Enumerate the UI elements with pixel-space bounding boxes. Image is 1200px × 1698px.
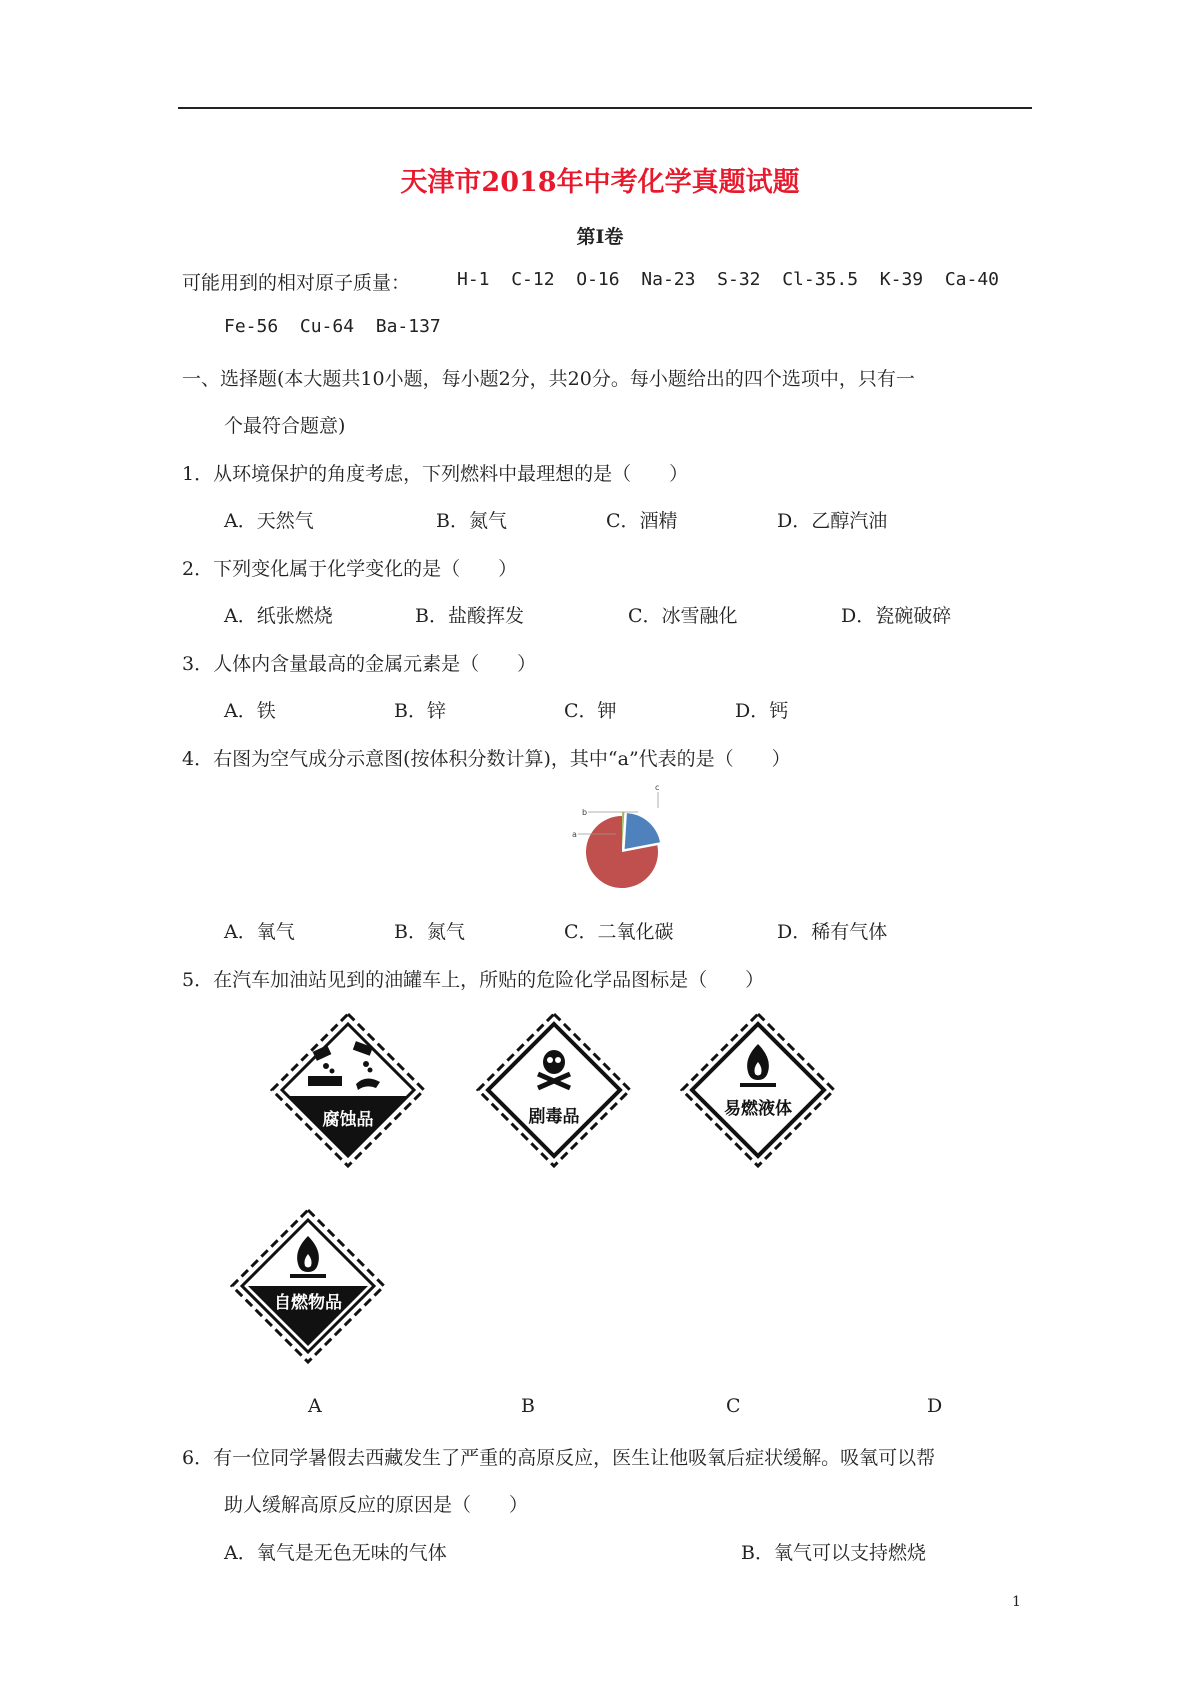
atomic-mass: Fe-56 [224, 316, 279, 337]
volume-heading: 第Ⅰ卷 [576, 226, 624, 248]
q4-option-b[interactable]: B．氮气 [394, 921, 465, 943]
atomic-mass: Na-23 [641, 269, 696, 290]
section-heading-line2: 个最符合题意) [224, 415, 346, 437]
atomic-mass: Ba-137 [375, 316, 441, 337]
atomic-mass: O-16 [576, 269, 620, 290]
q2-option-c[interactable]: C．冰雪融化 [628, 605, 738, 627]
hazard-sign-spontaneous-combustion[interactable] [228, 1206, 388, 1366]
hazard-label-toxic: 剧毒品 [528, 1107, 580, 1127]
q1-option-b[interactable]: B．氮气 [436, 510, 507, 532]
q5-option-c[interactable]: C [726, 1395, 741, 1417]
atomic-mass: C-12 [511, 269, 555, 290]
page-number: 1 [1012, 1594, 1021, 1610]
question-3-stem: 3．人体内含量最高的金属元素是（ ） [182, 653, 537, 675]
atomic-mass: H-1 [457, 269, 490, 290]
pie-label-b: b [582, 808, 588, 817]
question-4-stem: 4．右图为空气成分示意图(按体积分数计算)，其中“a”代表的是（ ） [182, 748, 791, 770]
q4-option-a[interactable]: A．氧气 [224, 921, 295, 943]
q5-option-b[interactable]: B [521, 1395, 535, 1417]
hazard-sign-corrosive[interactable] [268, 1010, 428, 1170]
q1-option-a[interactable]: A．天然气 [224, 510, 314, 532]
q3-option-b[interactable]: B．锌 [394, 700, 446, 722]
q2-option-a[interactable]: A．纸张燃烧 [224, 605, 333, 627]
q2-option-b[interactable]: B．盐酸挥发 [415, 605, 524, 627]
q3-option-a[interactable]: A．铁 [224, 700, 276, 722]
hazard-label-corrosive: 腐蚀品 [322, 1110, 374, 1130]
atomic-mass-line1 [457, 269, 999, 290]
atomic-mass-line2 [224, 316, 441, 337]
q5-option-a[interactable]: A [308, 1395, 322, 1417]
q6-option-a[interactable]: A．氧气是无色无味的气体 [224, 1542, 447, 1564]
air-composition-pie [560, 780, 700, 900]
pie-label-c: c [655, 783, 660, 792]
question-6-stem-line2: 助人缓解高原反应的原因是（ ） [224, 1494, 529, 1516]
q5-option-d[interactable]: D [927, 1395, 943, 1417]
question-1-stem: 1．从环境保护的角度考虑，下列燃料中最理想的是（ ） [182, 463, 689, 485]
atomic-mass-label: 可能用到的相对原子质量： [182, 272, 411, 294]
question-6-stem-line1: 6．有一位同学暑假去西藏发生了严重的高原反应，医生让他吸氧后症状缓解。吸氧可以帮 [182, 1447, 936, 1469]
hazard-sign-flammable-liquid[interactable] [678, 1010, 838, 1170]
hazard-label-spontaneous-combustion: 自燃物品 [274, 1293, 342, 1313]
hazard-label-flammable-liquid: 易燃液体 [724, 1099, 792, 1119]
q4-option-d[interactable]: D．稀有气体 [777, 921, 888, 943]
pie-slice-b [622, 812, 624, 848]
atomic-mass: K-39 [879, 269, 924, 290]
hazard-sign-toxic[interactable] [474, 1010, 634, 1170]
page-title: 天津市2018年中考化学真题试题 [400, 167, 800, 198]
question-2-stem: 2．下列变化属于化学变化的是（ ） [182, 558, 518, 580]
atomic-mass: Cu-64 [299, 316, 355, 337]
atomic-mass: Ca-40 [944, 269, 999, 290]
atomic-mass: S-32 [717, 269, 761, 290]
header-rule [178, 107, 1032, 109]
q2-option-d[interactable]: D．瓷碗破碎 [841, 605, 952, 627]
q4-option-c[interactable]: C．二氧化碳 [564, 921, 674, 943]
q3-option-d[interactable]: D．钙 [735, 700, 789, 722]
atomic-mass: Cl-35.5 [782, 269, 859, 290]
section-heading-line1: 一、选择题(本大题共10小题，每小题2分，共20分。每小题给出的四个选项中，只有一 [182, 368, 915, 390]
q3-option-c[interactable]: C．钾 [564, 700, 617, 722]
q6-option-b[interactable]: B．氧气可以支持燃烧 [741, 1542, 926, 1564]
pie-label-a: a [572, 830, 577, 839]
question-5-stem: 5．在汽车加油站见到的油罐车上，所贴的危险化学品图标是（ ） [182, 969, 765, 991]
q1-option-c[interactable]: C．酒精 [606, 510, 678, 532]
pie-slice-c [625, 813, 660, 849]
q1-option-d[interactable]: D．乙醇汽油 [777, 510, 888, 532]
